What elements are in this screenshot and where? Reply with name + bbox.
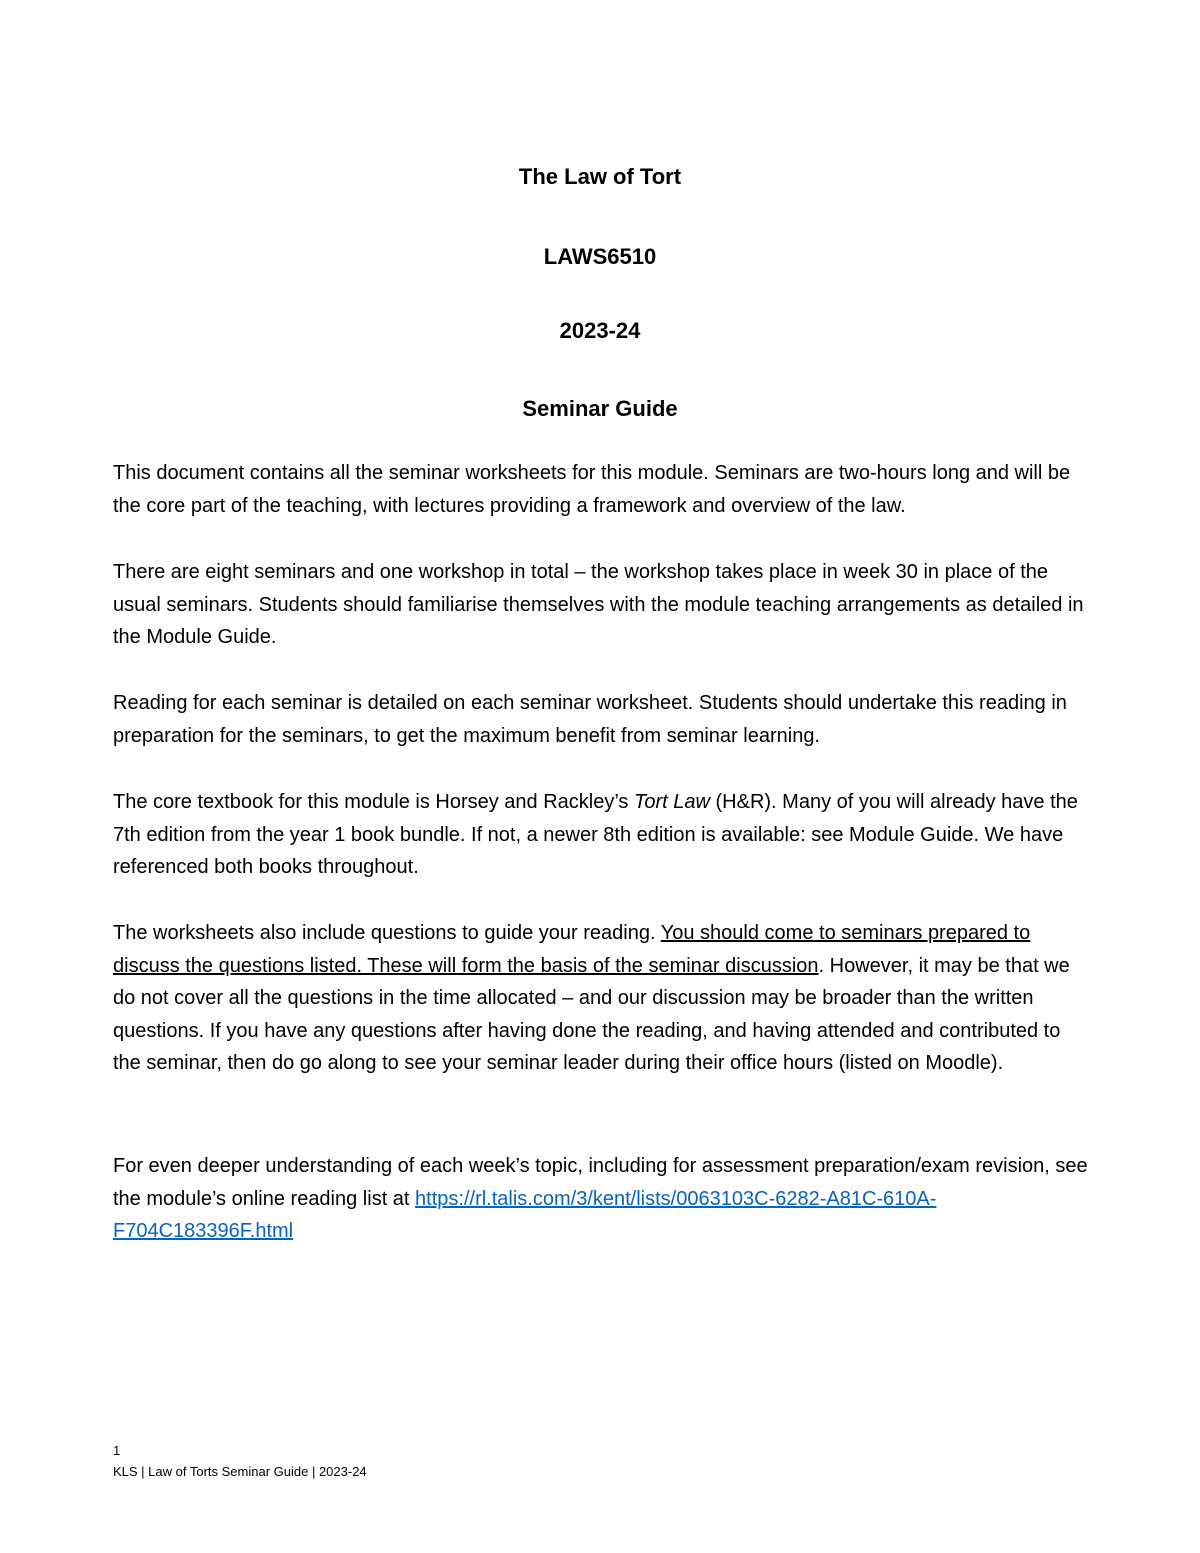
module-code: LAWS6510: [543, 244, 657, 269]
paragraph-text: There are eight seminars and one workshop in total – the workshop takes place in week 30 in place of the usual seminars. Students should familiarise themselves with the module teaching arrangements as detailed in the Module Guide.: [113, 561, 1084, 648]
reading-list-link[interactable]: https://rl.talis.com/3/kent/lists/0063103C-6282-A81C-610A-F704C183396F.html: [113, 1187, 937, 1242]
paragraph-seminars: [113, 556, 1093, 654]
document-subtitle: Seminar Guide: [522, 396, 678, 421]
paragraph-reading-list: [113, 1150, 1093, 1248]
paragraph-intro: [113, 457, 1093, 522]
paragraph-text: Reading for each seminar is detailed on each seminar worksheet. Students should undertake this reading in preparation for the seminars, to get the maximum benefit from seminar learning.: [113, 692, 1067, 747]
paragraph-text: The core textbook for this module is Horsey and Rackley’s: [113, 791, 634, 813]
paragraph-text: (H&R). Many of you will already have the 7th edition from the year 1 book bundle. If not, a newer 8th edition is available: see Module Guide. We have referenced both books throughout.: [113, 791, 1078, 878]
textbook-title: Tort Law: [633, 791, 710, 813]
paragraph-questions: [113, 917, 1093, 1080]
document-title: The Law of Tort: [518, 164, 682, 189]
page-number: 1: [113, 1443, 121, 1458]
paragraph-textbook: [113, 786, 1093, 884]
paragraph-text: The worksheets also include questions to guide your reading.: [113, 922, 661, 944]
paragraph-text: . However, it may be that we do not cover all the questions in the time allocated – and our discussion may be broader than the written questions. If you have any questions after having done the reading, and having attended and contributed to the seminar, then do go along to see your seminar leader during their office hours (listed on Moodle).: [113, 954, 1070, 1074]
emphasis-underlined: You should come to seminars prepared to discuss the questions listed. These will form the basis of the seminar discussion: [113, 922, 1031, 977]
paragraph-text: This document contains all the seminar worksheets for this module. Seminars are two-hours long and will be the core part of the teaching, with lectures providing a framework and overview of the law.: [113, 462, 1071, 517]
paragraph-text: For even deeper understanding of each week’s topic, including for assessment preparation/exam revision, see the module’s online reading list at: [113, 1155, 1088, 1210]
paragraph-reading: [113, 687, 1093, 752]
footer-text: KLS | Law of Torts Seminar Guide | 2023-24: [113, 1464, 367, 1479]
academic-year: 2023-24: [559, 318, 641, 343]
